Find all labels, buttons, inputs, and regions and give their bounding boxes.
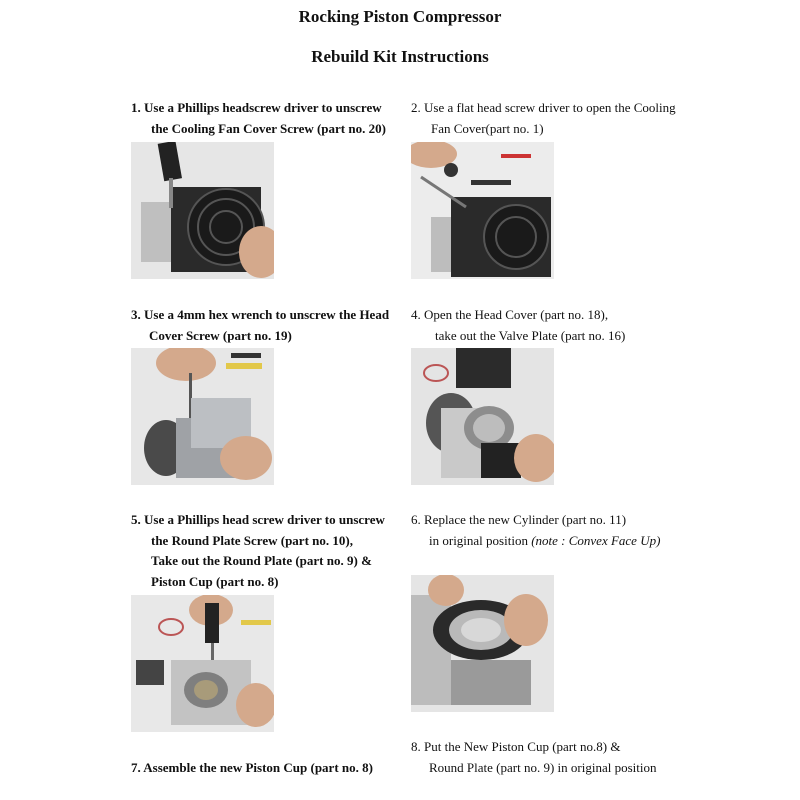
step-4-line-2: take out the Valve Plate (part no. 16) <box>435 327 626 343</box>
step-3-text <box>131 305 389 346</box>
step-5-line-4: Piston Cup (part no. 8) <box>151 573 279 589</box>
step-2-line-1: 2. Use a flat head screw driver to open the Cooling <box>411 100 676 115</box>
document-title: Rocking Piston Compressor <box>298 7 502 26</box>
step-5-line-1: 5. Use a Phillips head screw driver to unscrew <box>131 512 385 527</box>
step-1-text <box>131 98 386 139</box>
step-8-line-2: Round Plate (part no. 9) in original position <box>429 759 657 775</box>
step-3-photo <box>131 348 274 485</box>
step-3-line-1: 3. Use a 4mm hex wrench to unscrew the Head <box>131 307 390 322</box>
step-3-line-2: Cover Screw (part no. 19) <box>149 327 292 343</box>
step-8-text <box>411 737 656 778</box>
step-2-line-2: Fan Cover(part no. 1) <box>431 120 544 136</box>
step-1-line-1: 1. Use a Phillips headscrew driver to unscrew <box>131 100 382 115</box>
step-4-photo <box>411 348 554 485</box>
step-2-photo <box>411 142 554 279</box>
step-5-photo <box>131 595 274 732</box>
step-5-text <box>131 510 385 592</box>
step-4-text <box>411 305 625 346</box>
step-6-line-2: in original position <box>429 532 528 548</box>
step-6-text <box>411 510 660 551</box>
step-6-photo <box>411 575 554 712</box>
step-6-line-1: 6. Replace the new Cylinder (part no. 11) <box>411 512 627 527</box>
step-5-line-2: the Round Plate Screw (part no. 10), <box>151 532 353 548</box>
step-1-photo <box>131 142 274 279</box>
step-6-note: (note : Convex Face Up) <box>531 532 661 548</box>
step-5-line-3: Take out the Round Plate (part no. 9) & <box>151 553 372 568</box>
step-4-line-1: 4. Open the Head Cover (part no. 18), <box>411 307 609 322</box>
step-1-line-2: the Cooling Fan Cover Screw (part no. 20) <box>151 120 386 136</box>
step-7-text <box>131 758 373 779</box>
document-subtitle: Rebuild Kit Instructions <box>311 47 489 66</box>
step-2-text <box>411 98 676 139</box>
step-7-line-1: 7. Assemble the new Piston Cup (part no. 8) <box>131 760 373 775</box>
step-8-line-1: 8. Put the New Piston Cup (part no.8) & <box>411 739 621 754</box>
